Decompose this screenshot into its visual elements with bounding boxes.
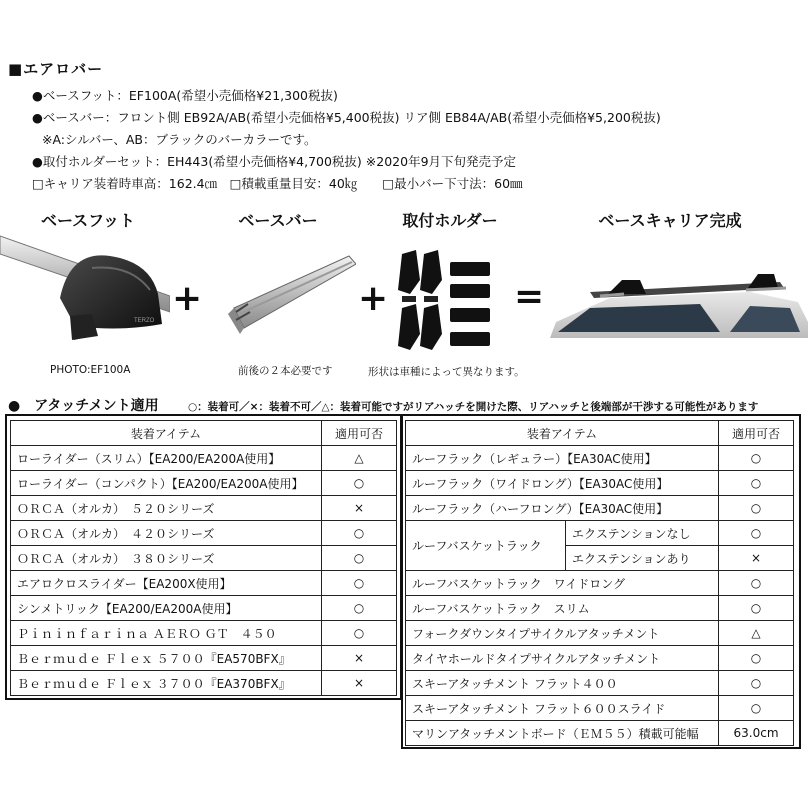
item-cell: Ｂｅｒｍｕｄｅ Ｆｌｅｘ ５７００『EA570BFX』 (11, 646, 322, 671)
table-row (406, 446, 794, 471)
fit-cell: × (322, 496, 397, 521)
table-row (11, 546, 397, 571)
item-cell: ＯＲＣＡ（オルカ） ５２０シリーズ (11, 496, 322, 521)
base-foot-image (0, 228, 170, 348)
plus-sign: + (172, 278, 203, 319)
item-cell: エアロクロスライダー【EA200X使用】 (11, 571, 322, 596)
base-bar-title: ベースバー (238, 211, 318, 230)
item-cell: Ｂｅｒｍｕｄｅ Ｆｌｅｘ ３７００『EA370BFX』 (11, 671, 322, 696)
fit-cell: △ (719, 621, 794, 646)
attachment-title: ● アタッチメント適用 (8, 398, 159, 414)
spec-dimensions: □キャリア装着時車高：162.4㎝ □積載重量目安：40㎏ □最小バー下寸法：60㎜ (32, 176, 523, 191)
spec-color-note: ※A:シルバー、AB：ブラックのバーカラーです。 (42, 132, 317, 147)
item-cell: ルーフラック（ワイドロング）【EA30AC使用】 (406, 471, 719, 496)
fit-cell: ○ (719, 496, 794, 521)
item-cell: スキーアタッチメント フラット４００ (406, 671, 719, 696)
header-fit: 適用可否 (719, 421, 794, 446)
item-cell: ルーフバスケットラック ワイドロング (406, 571, 719, 596)
fit-cell: ○ (322, 471, 397, 496)
bar-caption: 前後の２本必要です (238, 365, 333, 377)
item-cell: ルーフバスケットラック スリム (406, 596, 719, 621)
equals-sign: = (514, 276, 545, 317)
fit-cell: ○ (719, 446, 794, 471)
spec-base-bar: ●ベースバー：フロント側 EB92A/AB(希望小売価格¥5,400税抜) リア側 EB84A/AB(希望小売価格¥5,200税抜) (32, 110, 661, 125)
sub-item-cell: エクステンションあり (566, 546, 719, 571)
item-cell: スキーアタッチメント フラット６００スライド (406, 696, 719, 721)
item-cell: フォークダウンタイプサイクルアタッチメント (406, 621, 719, 646)
base-foot-title: ベースフット (40, 211, 136, 230)
table-row (406, 671, 794, 696)
table-row (11, 621, 397, 646)
fit-cell: ○ (322, 546, 397, 571)
complete-carrier-image (550, 262, 808, 338)
brand-mark: TERZO (134, 318, 155, 324)
foot-caption: PHOTO:EF100A (50, 364, 131, 376)
table-row (406, 646, 794, 671)
spec-base-foot: ●ベースフット：EF100A(希望小売価格¥21,300税抜) (32, 88, 338, 103)
item-cell: ローライダー（スリム）【EA200/EA200A使用】 (11, 446, 322, 471)
table-row (11, 646, 397, 671)
item-cell: ルーフバスケットラック (406, 521, 566, 571)
item-cell: ルーフラック（ハーフロング）【EA30AC使用】 (406, 496, 719, 521)
table-row (406, 721, 794, 746)
table-row (11, 596, 397, 621)
fit-cell: 63.0cm (719, 721, 794, 746)
fit-cell: × (322, 646, 397, 671)
table-row (406, 696, 794, 721)
fit-cell: △ (322, 446, 397, 471)
item-cell: Ｐｉｎｉｎｆａｒｉｎａ ＡＥＲＯ ＧＴ ４５０ (11, 621, 322, 646)
fit-cell: ○ (719, 671, 794, 696)
item-cell: ローライダー（コンパクト）【EA200/EA200A使用】 (11, 471, 322, 496)
attachment-table-left (10, 420, 397, 696)
fit-cell: ○ (322, 571, 397, 596)
fit-cell: ○ (719, 596, 794, 621)
fit-cell: ○ (322, 521, 397, 546)
spec-holder-set: ●取付ホルダーセット：EH443(希望小売価格¥4,700税抜) ※2020年9月下旬発売予定 (32, 154, 517, 169)
complete-title: ベースキャリア完成 (598, 211, 742, 230)
table-row (11, 496, 397, 521)
plus-sign-2: + (358, 278, 389, 319)
table-row (11, 446, 397, 471)
fit-cell: ○ (719, 646, 794, 671)
table-row (11, 471, 397, 496)
table-row (406, 496, 794, 521)
sub-item-cell: エクステンションなし (566, 521, 719, 546)
table-row (11, 671, 397, 696)
holder-image (394, 250, 496, 360)
item-cell: シンメトリック【EA200/EA200A使用】 (11, 596, 322, 621)
table-row (406, 621, 794, 646)
table-row (406, 471, 794, 496)
attachment-table-right (405, 420, 794, 746)
item-cell: ＯＲＣＡ（オルカ） ４２０シリーズ (11, 521, 322, 546)
table-row (11, 521, 397, 546)
table-row (406, 571, 794, 596)
item-cell: ルーフラック（レギュラー）【EA30AC使用】 (406, 446, 719, 471)
attachment-legend: ○：装着可／×：装着不可／△：装着可能ですがリアハッチを開けた際、リアハッチと後端部が干渉する可能性があります (188, 401, 759, 413)
fit-cell: ○ (719, 521, 794, 546)
header-item: 装着アイテム (406, 421, 719, 446)
section-title: ■エアロバー (8, 60, 104, 78)
table-row (406, 596, 794, 621)
item-cell: タイヤホールドタイプサイクルアタッチメント (406, 646, 719, 671)
table-row (406, 521, 794, 546)
item-cell: マリンアタッチメントボード（ＥＭ５５）積載可能幅 (406, 721, 719, 746)
header-item: 装着アイテム (11, 421, 322, 446)
fit-cell: × (322, 671, 397, 696)
table-row (11, 571, 397, 596)
fit-cell: ○ (322, 621, 397, 646)
fit-cell: × (719, 546, 794, 571)
fit-cell: ○ (322, 596, 397, 621)
fit-cell: ○ (719, 571, 794, 596)
base-bar-image (214, 250, 356, 345)
item-cell: ＯＲＣＡ（オルカ） ３８０シリーズ (11, 546, 322, 571)
holder-title: 取付ホルダー (402, 211, 498, 230)
fit-cell: ○ (719, 471, 794, 496)
header-fit: 適用可否 (322, 421, 397, 446)
holder-caption: 形状は車種によって異なります。 (368, 366, 525, 378)
fit-cell: ○ (719, 696, 794, 721)
